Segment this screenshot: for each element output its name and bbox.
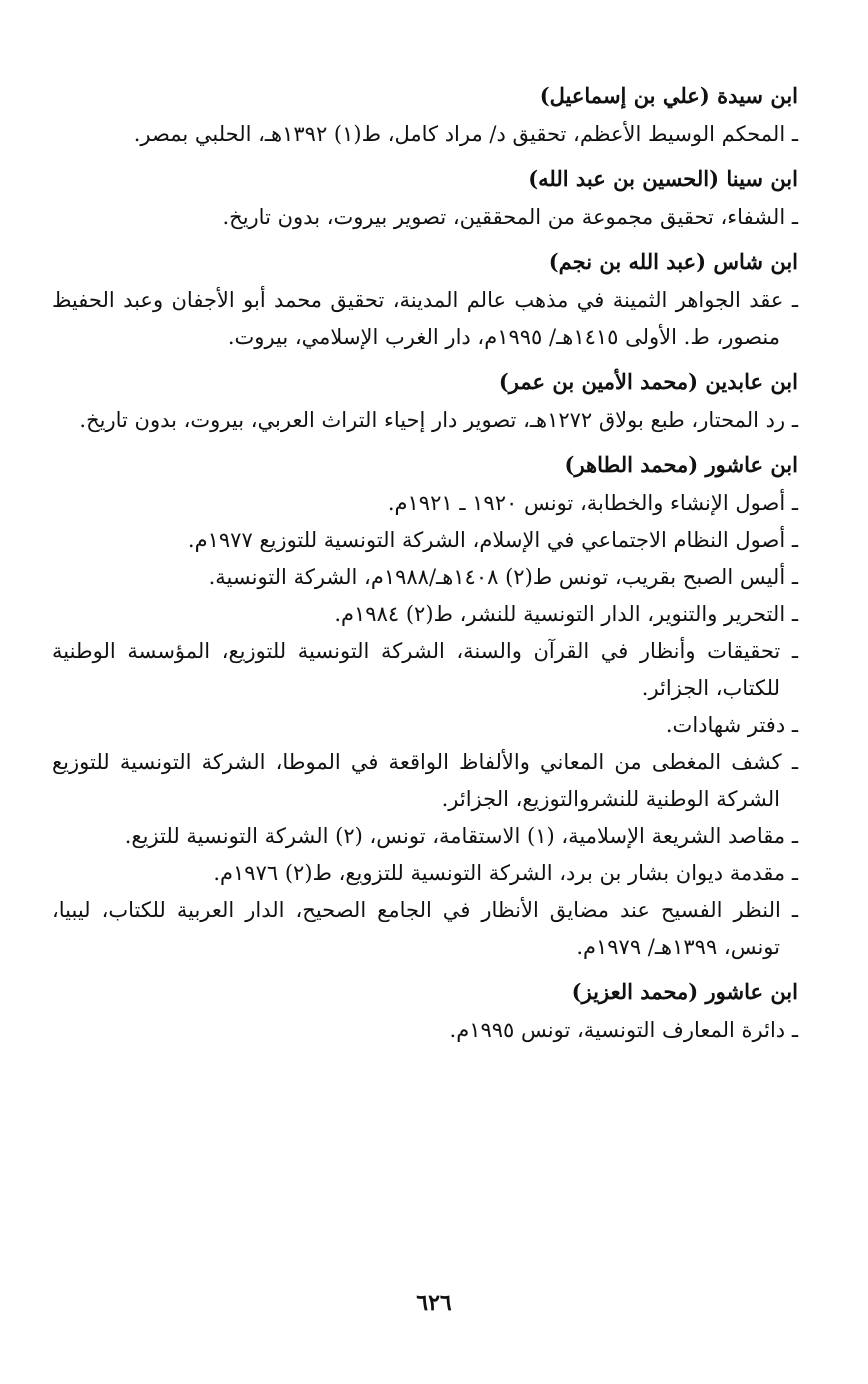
- bibliography-entry: ـ رد المحتار، طبع بولاق ١٢٧٢هـ، تصوير دار إحياء التراث العربي، بيروت، بدون تاريخ.: [79, 408, 798, 432]
- bibliography-entry: ـ أصول النظام الاجتماعي في الإسلام، الشركة التونسية للتوزيع ١٩٧٧م.: [187, 528, 798, 552]
- entry-list: [52, 199, 798, 236]
- bibliography-entry: ـ تحقيقات وأنظار في القرآن والسنة، الشركة التونسية للتوزيع، المؤسسة الوطنية للكتاب، الجزائر.: [52, 639, 798, 700]
- bibliography-entry: ـ عقد الجواهر الثمينة في مذهب عالم المدينة، تحقيق محمد أبو الأجفان وعبد الحفيظ منصور، ط. الأولى ١٤١٥هـ/ ١٩٩٥م، دار الغرب الإسلامي، بيروت.: [52, 288, 798, 349]
- bibliography-entry: ـ كشف المغطى من المعاني والألفاظ الواقعة في الموطا، الشركة التونسية للتوزيع الشركة الوطنية للنشروالتوزيع، الجزائر.: [52, 750, 798, 811]
- bibliography-page: [52, 78, 798, 1049]
- bibliography-entry: ـ النظر الفسيح عند مضايق الأنظار في الجامع الصحيح، الدار العربية للكتاب، ليبيا، تونس، ١٣٩٩هـ/ ١٩٧٩م.: [52, 898, 798, 959]
- author-heading: ابن عاشور (محمد العزيز): [571, 979, 798, 1004]
- author-heading: ابن عاشور (محمد الطاهر): [564, 452, 798, 477]
- entry-list: [52, 1012, 798, 1049]
- bibliography-entry: ـ التحرير والتنوير، الدار التونسية للنشر، ط(٢) ١٩٨٤م.: [334, 602, 798, 626]
- author-heading: ابن سينا (الحسين بن عبد الله): [528, 166, 798, 191]
- page-number: ٦٢٦: [416, 1290, 452, 1316]
- entry-list: [52, 116, 798, 153]
- bibliography-entry: ـ مقدمة ديوان بشار بن برد، الشركة التونسية للتزويع، ط(٢) ١٩٧٦م.: [213, 861, 798, 885]
- bibliography-entry: ـ الشفاء، تحقيق مجموعة من المحققين، تصوير بيروت، بدون تاريخ.: [222, 205, 798, 229]
- bibliography-entry: ـ دفتر شهادات.: [665, 713, 798, 737]
- bibliography-entry: ـ دائرة المعارف التونسية، تونس ١٩٩٥م.: [449, 1018, 798, 1042]
- author-heading: ابن سيدة (علي بن إسماعيل): [539, 83, 798, 108]
- bibliography-entry: ـ مقاصد الشريعة الإسلامية، (١) الاستقامة، تونس، (٢) الشركة التونسية للتزيع.: [124, 824, 798, 848]
- bibliography-entry: ـ المحكم الوسيط الأعظم، تحقيق د/ مراد كامل، ط(١) ١٣٩٢هـ، الحلبي بمصر.: [133, 122, 798, 146]
- bibliography-entry: ـ أليس الصبح بقريب، تونس ط(٢) ١٤٠٨هـ/١٩٨٨م، الشركة التونسية.: [208, 565, 798, 589]
- bibliography-entry: ـ أصول الإنشاء والخطابة، تونس ١٩٢٠ ـ ١٩٢١م.: [387, 491, 798, 515]
- entry-list: [52, 282, 798, 356]
- entry-list: [52, 485, 798, 966]
- author-heading: ابن عابدين (محمد الأمين بن عمر): [498, 369, 798, 394]
- author-heading: ابن شاس (عبد الله بن نجم): [548, 249, 798, 274]
- entry-list: [52, 402, 798, 439]
